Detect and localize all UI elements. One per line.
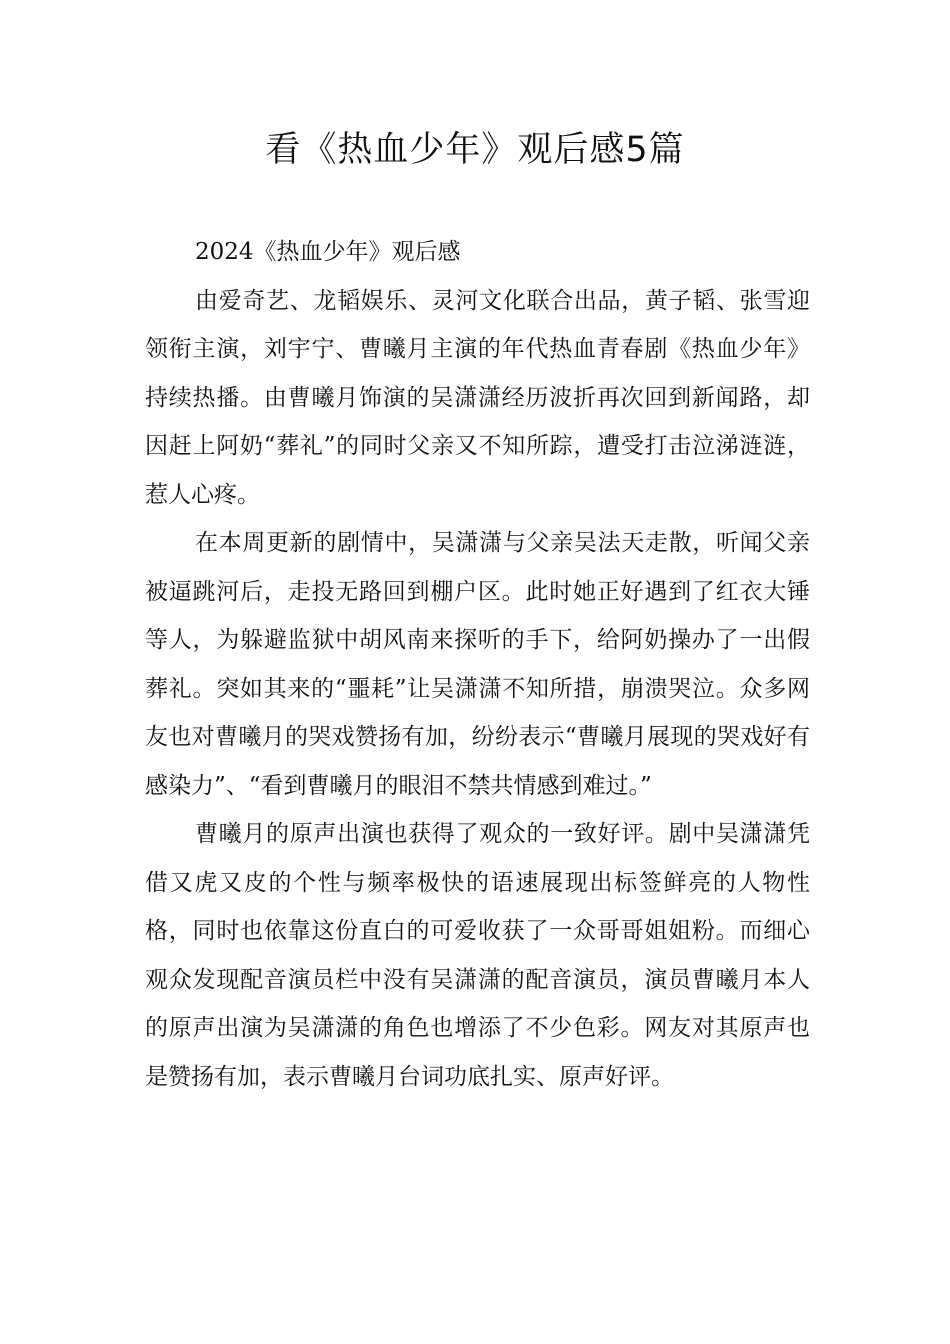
document-title: 看《热血少年》观后感5篇 [265, 130, 685, 170]
section-subheading: 2024《热血少年》观后感 [195, 239, 461, 265]
paragraph-1: 由爱奇艺、龙韬娱乐、灵河文化联合出品，黄子韬、张雪迎领衔主演，刘宇宁、曹曦月主演的年代热血青春剧《热血少年》持续热播。由曹曦月饰演的吴潇潇经历波折再次回到新闻路，却因赶上阿奶“葬礼”的同时父亲又不知所踪，遭受打击泣涕涟涟，惹人心疼。 [145, 287, 810, 508]
document-body [145, 228, 810, 1101]
paragraph-3: 曹曦月的原声出演也获得了观众的一致好评。剧中吴潇潇凭借又虎又皮的个性与频率极快的语速展现出标签鲜亮的人物性格，同时也依靠这份直白的可爱收获了一众哥哥姐姐粉。而细心观众发现配音演员栏中没有吴潇潇的配音演员，演员曹曦月本人的原声出演为吴潇潇的角色也增添了不少色彩。网友对其原声也是赞扬有加，表示曹曦月台词功底扎实、原声好评。 [145, 821, 810, 1090]
paragraph-2: 在本周更新的剧情中，吴潇潇与父亲吴法天走散，听闻父亲被逼跳河后，走投无路回到棚户区。此时她正好遇到了红衣大锤等人，为躲避监狱中胡风南来探听的手下，给阿奶操办了一出假葬礼。突如其来的“噩耗”让吴潇潇不知所措，崩溃哭泣。众多网友也对曹曦月的哭戏赞扬有加，纷纷表示“曹曦月展现的哭戏好有感染力”、“看到曹曦月的眼泪不禁共情感到难过。” [145, 530, 810, 799]
